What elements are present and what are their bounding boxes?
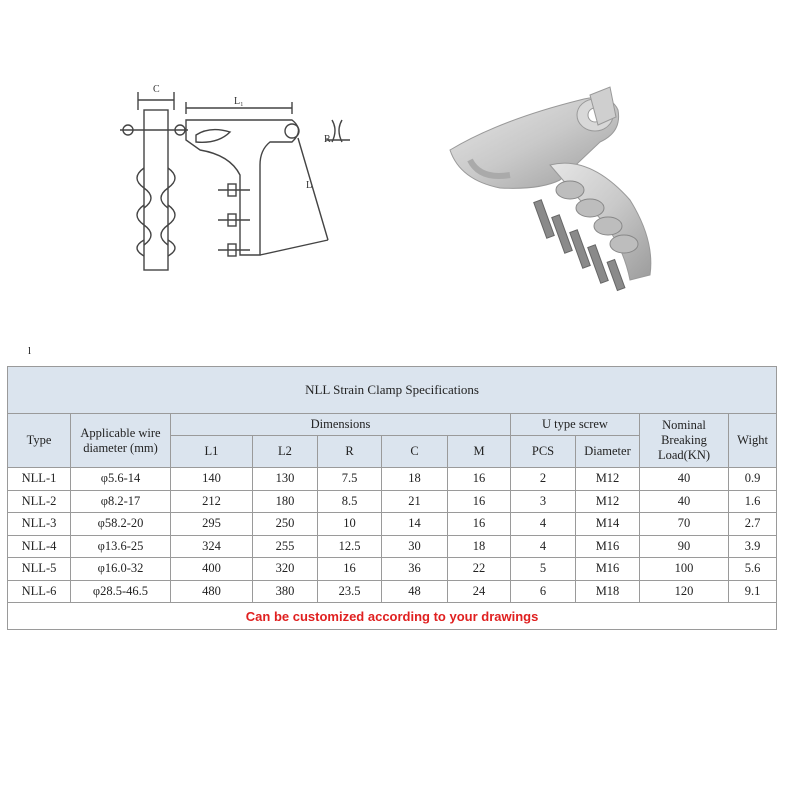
spec-table (7, 366, 777, 630)
cell: φ16.0-32 (71, 558, 171, 581)
cell: NLL-1 (8, 468, 71, 491)
cell: 18 (448, 535, 511, 558)
table-title: NLL Strain Clamp Specifications (8, 367, 777, 414)
table-row (8, 513, 777, 536)
cell: 12.5 (318, 535, 382, 558)
table-row (8, 468, 777, 491)
cell: 14 (382, 513, 448, 536)
technical-drawing (100, 80, 370, 280)
cell: 180 (253, 490, 318, 513)
header-c: C (382, 436, 448, 468)
cell: 6 (511, 580, 576, 603)
cell: 23.5 (318, 580, 382, 603)
page-marker: l (28, 345, 32, 357)
table-row (8, 490, 777, 513)
cell: 400 (171, 558, 253, 581)
cell: 5 (511, 558, 576, 581)
cell: 22 (448, 558, 511, 581)
cell: 140 (171, 468, 253, 491)
cell: 7.5 (318, 468, 382, 491)
header-pcs: PCS (511, 436, 576, 468)
table-row (8, 580, 777, 603)
cell: 24 (448, 580, 511, 603)
header-weight: Wight (729, 414, 777, 468)
cell: 70 (640, 513, 729, 536)
cell: M12 (576, 468, 640, 491)
cell: φ5.6-14 (71, 468, 171, 491)
cell: 8.5 (318, 490, 382, 513)
cell: NLL-2 (8, 490, 71, 513)
cell: 16 (448, 468, 511, 491)
header-breaking-load: Nominal Breaking Load(KN) (640, 414, 729, 468)
cell: 1.6 (729, 490, 777, 513)
header-l2: L2 (253, 436, 318, 468)
cell: 3.9 (729, 535, 777, 558)
cell: 2.7 (729, 513, 777, 536)
cell: NLL-4 (8, 535, 71, 558)
cell: φ8.2-17 (71, 490, 171, 513)
cell: M16 (576, 558, 640, 581)
header-diameter: Diameter (576, 436, 640, 468)
cell: NLL-5 (8, 558, 71, 581)
cell: 3 (511, 490, 576, 513)
cell: 48 (382, 580, 448, 603)
cell: 10 (318, 513, 382, 536)
cell: 0.9 (729, 468, 777, 491)
header-u-screw: U type screw (511, 414, 640, 436)
table-row (8, 558, 777, 581)
header-type: Type (8, 414, 71, 468)
header-m: M (448, 436, 511, 468)
cell: 90 (640, 535, 729, 558)
table-row (8, 535, 777, 558)
label-l1: L₁ (234, 96, 244, 107)
cell: 250 (253, 513, 318, 536)
cell: M18 (576, 580, 640, 603)
cell: 212 (171, 490, 253, 513)
cell: φ58.2-20 (71, 513, 171, 536)
header-dimensions: Dimensions (171, 414, 511, 436)
cell: NLL-6 (8, 580, 71, 603)
cell: 16 (448, 513, 511, 536)
product-photo (440, 80, 690, 300)
cell: NLL-3 (8, 513, 71, 536)
cell: 40 (640, 468, 729, 491)
header-wire-diameter: Applicable wire diameter (mm) (71, 414, 171, 468)
label-l: L (306, 180, 313, 191)
cell: 36 (382, 558, 448, 581)
cell: M14 (576, 513, 640, 536)
cell: M12 (576, 490, 640, 513)
cell: 120 (640, 580, 729, 603)
cell: 21 (382, 490, 448, 513)
cell: M16 (576, 535, 640, 558)
cell: 324 (171, 535, 253, 558)
cell: 5.6 (729, 558, 777, 581)
cell: 480 (171, 580, 253, 603)
header-l1: L1 (171, 436, 253, 468)
cell: 100 (640, 558, 729, 581)
cell: 295 (171, 513, 253, 536)
cell: 380 (253, 580, 318, 603)
cell: 30 (382, 535, 448, 558)
cell: 4 (511, 535, 576, 558)
cell: 320 (253, 558, 318, 581)
header-r: R (318, 436, 382, 468)
cell: 2 (511, 468, 576, 491)
label-r: R (324, 134, 331, 145)
customization-note: Can be customized according to your drawings (8, 603, 777, 630)
label-c: C (153, 84, 160, 95)
cell: 9.1 (729, 580, 777, 603)
cell: 16 (448, 490, 511, 513)
cell: 130 (253, 468, 318, 491)
cell: 16 (318, 558, 382, 581)
cell: 40 (640, 490, 729, 513)
cell: 4 (511, 513, 576, 536)
cell: φ28.5-46.5 (71, 580, 171, 603)
cell: φ13.6-25 (71, 535, 171, 558)
cell: 255 (253, 535, 318, 558)
cell: 18 (382, 468, 448, 491)
